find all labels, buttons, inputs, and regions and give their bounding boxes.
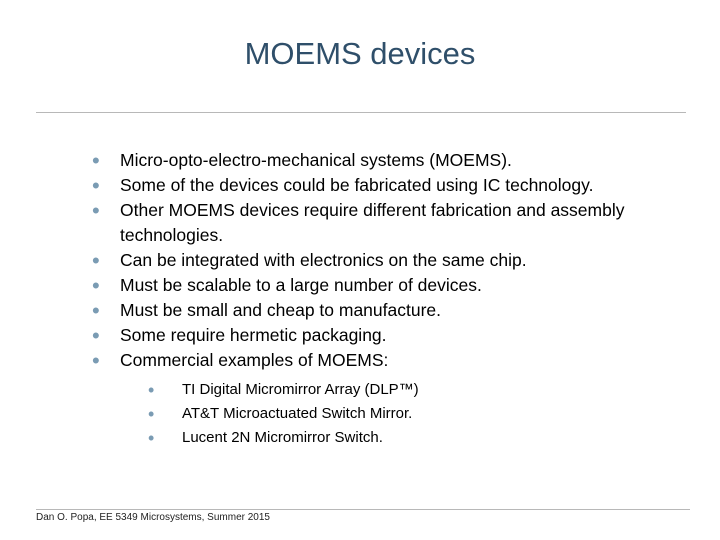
bullet-icon: • xyxy=(92,273,100,298)
list-item: • Can be integrated with electronics on the same chip. xyxy=(92,248,527,273)
bullet-icon: • xyxy=(92,198,100,223)
bullet-icon: • xyxy=(92,348,100,373)
footer-text: Dan O. Popa, EE 5349 Microsystems, Summer 2015 xyxy=(36,512,270,523)
bullet-icon: • xyxy=(148,380,155,400)
slide-title: MOEMS devices xyxy=(244,36,476,71)
list-item: • Other MOEMS devices require different fabrication and assembly technologies. xyxy=(92,198,625,245)
bullet-icon: • xyxy=(92,298,100,323)
list-item: • Commercial examples of MOEMS: xyxy=(92,348,389,373)
list-item: • Some of the devices could be fabricated using IC technology. xyxy=(92,173,594,198)
sub-bullet-list xyxy=(148,378,419,450)
bullet-list xyxy=(92,148,692,373)
bullet-icon: • xyxy=(92,148,100,173)
list-item: • Must be scalable to a large number of devices. xyxy=(92,273,482,298)
list-item: • Must be small and cheap to manufacture. xyxy=(92,298,442,323)
bullet-icon: • xyxy=(148,428,155,448)
sub-list-item: • TI Digital Micromirror Array (DLP™) xyxy=(148,380,419,400)
sub-list-item: • AT&T Microactuated Switch Mirror. xyxy=(148,404,413,424)
sub-list-item: • Lucent 2N Micromirror Switch. xyxy=(148,428,383,448)
bullet-icon: • xyxy=(92,173,100,198)
list-item: • Some require hermetic packaging. xyxy=(92,323,387,348)
bullet-icon: • xyxy=(92,248,100,273)
footer-divider xyxy=(36,509,690,510)
bullet-icon: • xyxy=(92,323,100,348)
title-divider xyxy=(36,112,686,113)
bullet-icon: • xyxy=(148,404,155,424)
list-item: • Micro-opto-electro-mechanical systems (MOEMS). xyxy=(92,148,512,173)
